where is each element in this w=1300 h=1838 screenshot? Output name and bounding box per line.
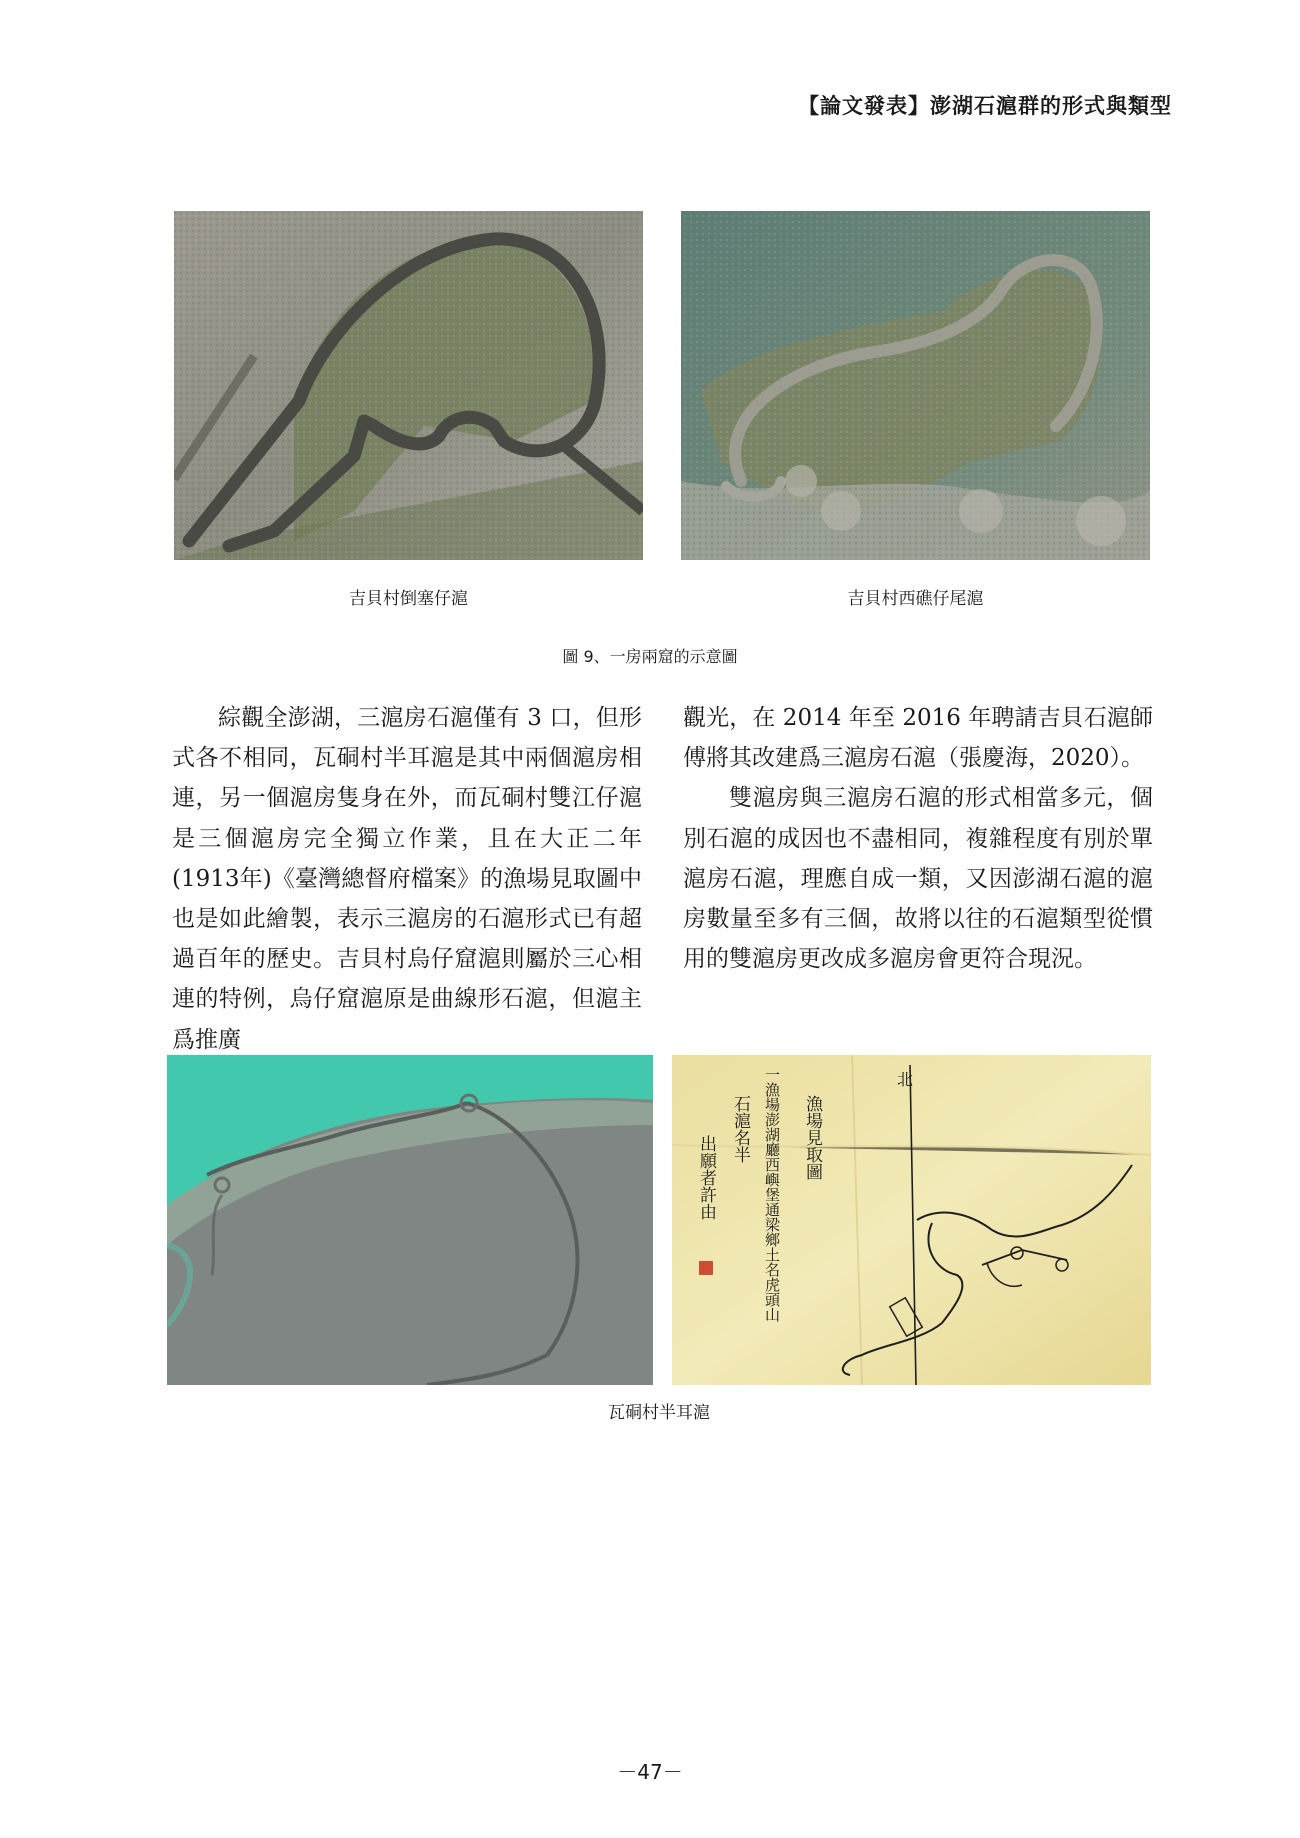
map-title-column: 一漁場澎湖廳西嶼堡通梁鄉土名虎頭山 [763, 1067, 781, 1322]
aerial-photo-xijiaoziwei-weir [681, 211, 1150, 560]
map-applicant-column: 出願者許由 [696, 1135, 716, 1220]
map-heading-column: 漁場見取圖 [802, 1095, 822, 1180]
body-paragraph: 雙滬房與三滬房石滬的形式相當多元，個別石滬的成因也不盡相同，複雜程度有別於單滬房石滬，理應自成一類，又因澎湖石滬的滬房數量至多有三個，故將以往的石滬類型從慣用的雙滬房更改成多滬房會更符合現況。 [683, 785, 1153, 973]
body-text-right-column [683, 698, 1153, 979]
aerial-photo-banerhu-weir [167, 1055, 653, 1385]
figure-caption-xijiaoziwei-weir: 吉貝村西礁仔尾滬 [847, 589, 984, 609]
figure-caption-daosaizi-weir: 吉貝村倒塞仔滬 [349, 589, 468, 609]
running-header: 【論文發表】澎湖石滬群的形式與類型 [798, 94, 1172, 118]
map-north-label: 北 [897, 1070, 914, 1089]
figure-9-title: 圖 9、一房兩窟的示意圖 [562, 647, 738, 666]
historical-fishery-map [672, 1055, 1151, 1385]
body-paragraph-continued: 觀光，在 2014 年至 2016 年聘請吉貝石滬師傅將其改建爲三滬房石滬（張慶海，2020）。 [683, 705, 1153, 772]
applicant-seal [699, 1261, 713, 1275]
body-paragraph: 綜觀全澎湖，三滬房石滬僅有 3 口，但形式各不相同，瓦硐村半耳滬是其中兩個滬房相連，另一個滬房隻身在外，而瓦硐村雙江仔滬是三個滬房完全獨立作業，且在大正二年(1913年)《臺灣總督府檔案》的漁場見取圖中也是如此繪製，表示三滬房的石滬形式已有超過百年的歷史。吉貝村烏仔窟滬則屬於三心相連的特例，烏仔窟滬原是曲線形石滬，但滬主爲推廣 [172, 705, 642, 1053]
body-text-left-column [172, 698, 642, 1060]
aerial-photo-daosaizi-weir [174, 211, 643, 560]
page-number: －47－ [617, 1760, 683, 1784]
figure-caption-banerhu-weir: 瓦硐村半耳滬 [608, 1403, 710, 1423]
map-weir-name-column: 石滬名半 [730, 1095, 750, 1163]
